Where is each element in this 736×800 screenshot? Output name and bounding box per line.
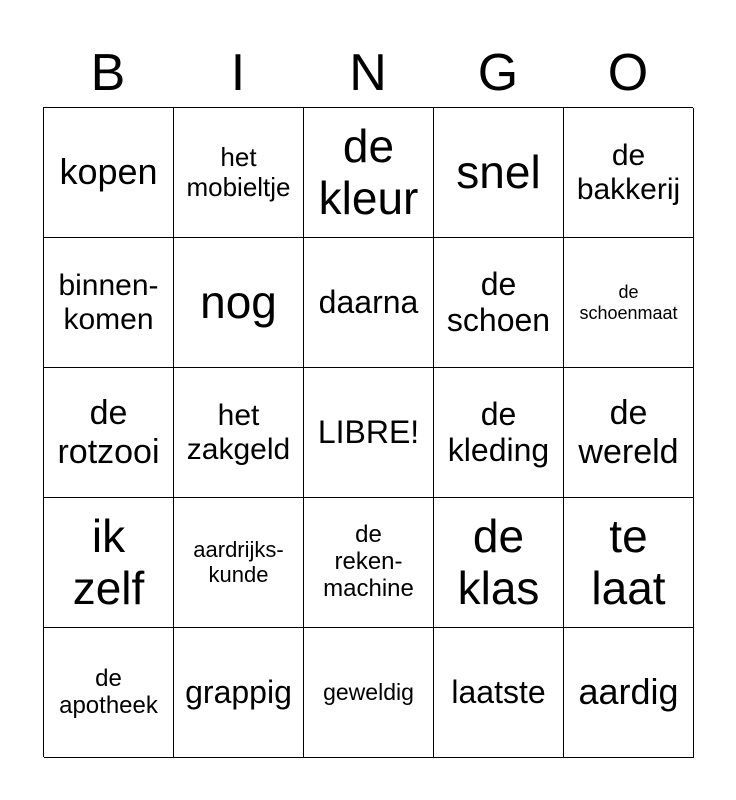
free-space-cell[interactable]: [304, 368, 434, 498]
cell-text: de kleding: [447, 395, 550, 468]
header-letter-i: I: [230, 44, 246, 102]
cell-text: het zakgeld: [186, 398, 291, 466]
cell-text: de schoen: [446, 265, 551, 338]
cell-text: de kleur: [318, 119, 419, 224]
bingo-cell[interactable]: [174, 368, 304, 498]
cell-text: de schoenmaat: [579, 282, 678, 323]
bingo-cell[interactable]: [564, 238, 694, 368]
cell-text: de wereld: [578, 394, 679, 471]
cell-text: laatste: [451, 673, 546, 710]
bingo-board: [43, 107, 693, 757]
cell-text: ik zelf: [72, 509, 145, 614]
header-letter-o: O: [607, 44, 649, 102]
bingo-cell[interactable]: [44, 108, 174, 238]
bingo-cell[interactable]: [564, 108, 694, 238]
header-letter-g: G: [477, 44, 519, 102]
bingo-cell[interactable]: [44, 498, 174, 628]
bingo-cell[interactable]: [434, 368, 564, 498]
cell-text: het mobieltje: [186, 142, 291, 202]
header-letter-b: B: [90, 44, 126, 102]
cell-text: nog: [200, 275, 277, 328]
bingo-cell[interactable]: [174, 498, 304, 628]
bingo-header: [43, 38, 693, 108]
header-letter-n: N: [349, 44, 387, 102]
bingo-cell[interactable]: [304, 108, 434, 238]
cell-text: grappig: [185, 673, 292, 710]
bingo-cell[interactable]: [304, 498, 434, 628]
bingo-cell[interactable]: [434, 498, 564, 628]
bingo-cell[interactable]: [434, 108, 564, 238]
cell-text: geweldig: [323, 678, 414, 705]
cell-text: binnen- komen: [58, 268, 159, 336]
bingo-cell[interactable]: [174, 238, 304, 368]
bingo-cell[interactable]: [434, 628, 564, 758]
free-space-label: LIBRE!: [317, 413, 420, 450]
bingo-cell[interactable]: [174, 628, 304, 758]
cell-text: aardrijks- kunde: [193, 536, 284, 587]
cell-text: de reken- machine: [323, 521, 414, 602]
bingo-cell[interactable]: [564, 628, 694, 758]
cell-text: de bakkerij: [576, 138, 681, 206]
bingo-cell[interactable]: [44, 368, 174, 498]
cell-text: daarna: [318, 283, 419, 320]
cell-text: de apotheek: [59, 664, 158, 719]
cell-text: te laat: [591, 509, 666, 614]
bingo-cell[interactable]: [564, 368, 694, 498]
cell-text: aardig: [578, 671, 679, 713]
bingo-cell[interactable]: [174, 108, 304, 238]
cell-text: snel: [456, 145, 541, 198]
cell-text: kopen: [59, 151, 158, 193]
bingo-cell[interactable]: [44, 628, 174, 758]
bingo-cell[interactable]: [304, 628, 434, 758]
bingo-cell[interactable]: [44, 238, 174, 368]
bingo-cell[interactable]: [564, 498, 694, 628]
bingo-cell[interactable]: [434, 238, 564, 368]
cell-text: de klas: [457, 509, 540, 614]
bingo-cell[interactable]: [304, 238, 434, 368]
cell-text: de rotzooi: [57, 394, 160, 471]
